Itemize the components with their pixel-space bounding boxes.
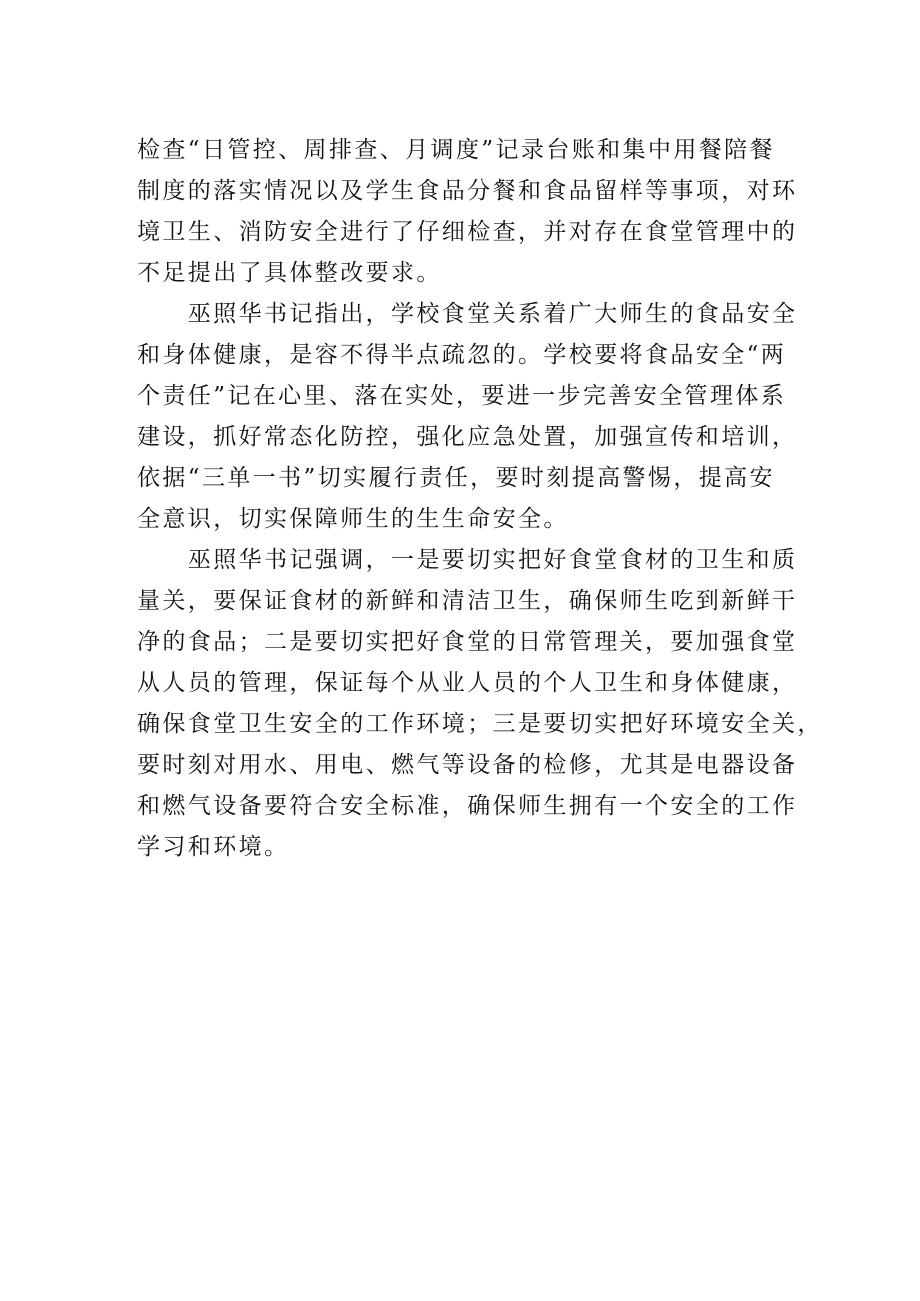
paragraph-3-secretary-emphasizes (137, 540, 823, 868)
document-body (137, 130, 823, 868)
text-line: 全意识，切实保障师生的生生命安全。 (137, 506, 569, 532)
text-line: 个责任”记在心里、落在实处，要进一步完善安全管理体系 (137, 383, 787, 409)
text-line: 学习和环境。 (137, 834, 290, 860)
text-line: 净的食品；二是要切实把好食堂的日常管理关，要加强食堂 (137, 629, 798, 655)
text-line: 依据“三单一书”切实履行责任，要时刻提高警惕，提高安 (137, 465, 775, 491)
text-line: 制度的落实情况以及学生食品分餐和食品留样等事项，对环 (137, 178, 798, 204)
text-line: 要时刻对用水、用电、燃气等设备的检修，尤其是电器设备 (137, 752, 798, 778)
text-line: 和燃气设备要符合安全标准，确保师生拥有一个安全的工作 (137, 793, 798, 819)
text-line: 巫照华书记指出，学校食堂关系着广大师生的食品安全 (137, 301, 798, 327)
text-line: 检查“日管控、周排查、月调度”记录台账和集中用餐陪餐 (137, 137, 775, 163)
paragraph-2-secretary-points-out (137, 294, 817, 540)
text-line: 巫照华书记强调，一是要切实把好食堂食材的卫生和质 (137, 547, 798, 573)
text-line: 境卫生、消防安全进行了仔细检查，并对存在食堂管理中的 (137, 219, 798, 245)
paragraph-1-inspection (137, 130, 817, 294)
text-line: 从人员的管理，保证每个从业人员的个人卫生和身体健康， (137, 670, 798, 696)
text-line: 量关，要保证食材的新鲜和清洁卫生，确保师生吃到新鲜干 (137, 588, 798, 614)
text-line: 确保食堂卫生安全的工作环境；三是要切实把好环境安全关， (137, 711, 823, 737)
text-line: 和身体健康，是容不得半点疏忽的。学校要将食品安全“两 (137, 342, 787, 368)
text-line: 建设，抓好常态化防控，强化应急处置，加强宣传和培训， (137, 424, 798, 450)
text-line: 不足提出了具体整改要求。 (137, 260, 442, 286)
